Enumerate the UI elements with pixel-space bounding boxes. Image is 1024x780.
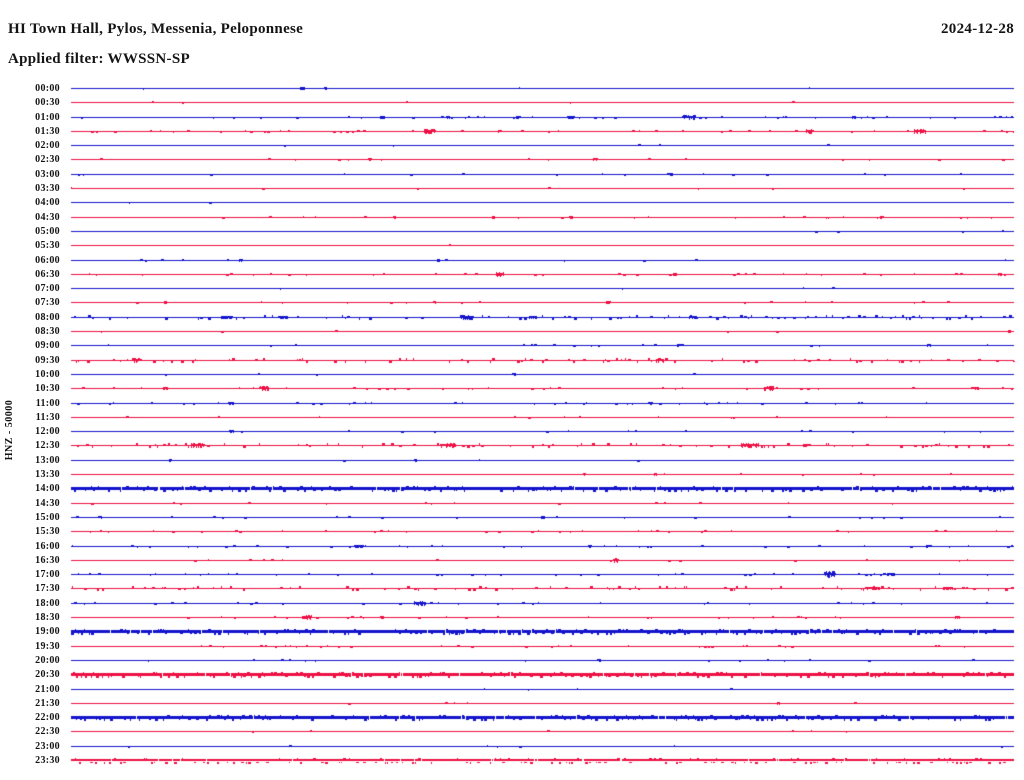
trace-time-label: 10:30 [35,383,60,394]
trace-time-label: 05:00 [35,226,60,237]
trace-time-label: 15:30 [35,526,60,537]
trace-time-label: 14:30 [35,498,60,509]
trace-time-label: 14:00 [35,483,60,494]
trace-time-label: 10:00 [35,369,60,380]
trace-time-label: 09:30 [35,355,60,366]
trace-time-label: 01:30 [35,126,60,137]
trace-time-label: 04:30 [35,212,60,223]
trace-time-label: 07:00 [35,283,60,294]
trace-time-label: 20:00 [35,655,60,666]
trace-time-label: 19:00 [35,626,60,637]
trace-time-label: 00:30 [35,97,60,108]
trace-time-label: 00:00 [35,83,60,94]
trace-time-label: 05:30 [35,240,60,251]
trace-time-label: 22:30 [35,726,60,737]
station-title: HI Town Hall, Pylos, Messenia, Peloponnese [8,21,304,37]
trace-time-label: 01:00 [35,112,60,123]
trace-time-label: 21:30 [35,698,60,709]
trace-time-label: 02:30 [35,154,60,165]
trace-time-label: 16:00 [35,541,60,552]
trace-time-label: 11:30 [35,412,60,423]
trace-time-label: 11:00 [35,398,60,409]
trace-time-label: 21:00 [35,684,60,695]
trace-time-label: 07:30 [35,297,60,308]
trace-time-label: 15:00 [35,512,60,523]
trace-time-label: 02:00 [35,140,60,151]
trace-time-labels [0,0,62,780]
trace-time-label: 12:30 [35,440,60,451]
trace-time-label: 17:00 [35,569,60,580]
plot-date: 2024-12-28 [941,21,1014,37]
trace-time-label: 04:00 [35,197,60,208]
trace-time-label: 12:00 [35,426,60,437]
channel-scale-label: HNZ - 50000 [4,399,15,461]
trace-time-label: 08:30 [35,326,60,337]
trace-time-label: 20:30 [35,669,60,680]
trace-time-label: 18:00 [35,598,60,609]
trace-time-label: 08:00 [35,312,60,323]
trace-time-label: 03:30 [35,183,60,194]
applied-filter-label: Applied filter: WWSSN-SP [8,51,190,67]
trace-time-label: 06:00 [35,255,60,266]
trace-time-label: 13:30 [35,469,60,480]
trace-time-label: 19:30 [35,641,60,652]
trace-time-label: 23:30 [35,755,60,766]
trace-time-label: 17:30 [35,583,60,594]
trace-time-label: 13:00 [35,455,60,466]
trace-time-label: 09:00 [35,340,60,351]
trace-time-label: 03:00 [35,169,60,180]
trace-time-label: 18:30 [35,612,60,623]
trace-time-label: 23:00 [35,741,60,752]
trace-time-label: 22:00 [35,712,60,723]
trace-time-label: 06:30 [35,269,60,280]
trace-time-label: 16:30 [35,555,60,566]
